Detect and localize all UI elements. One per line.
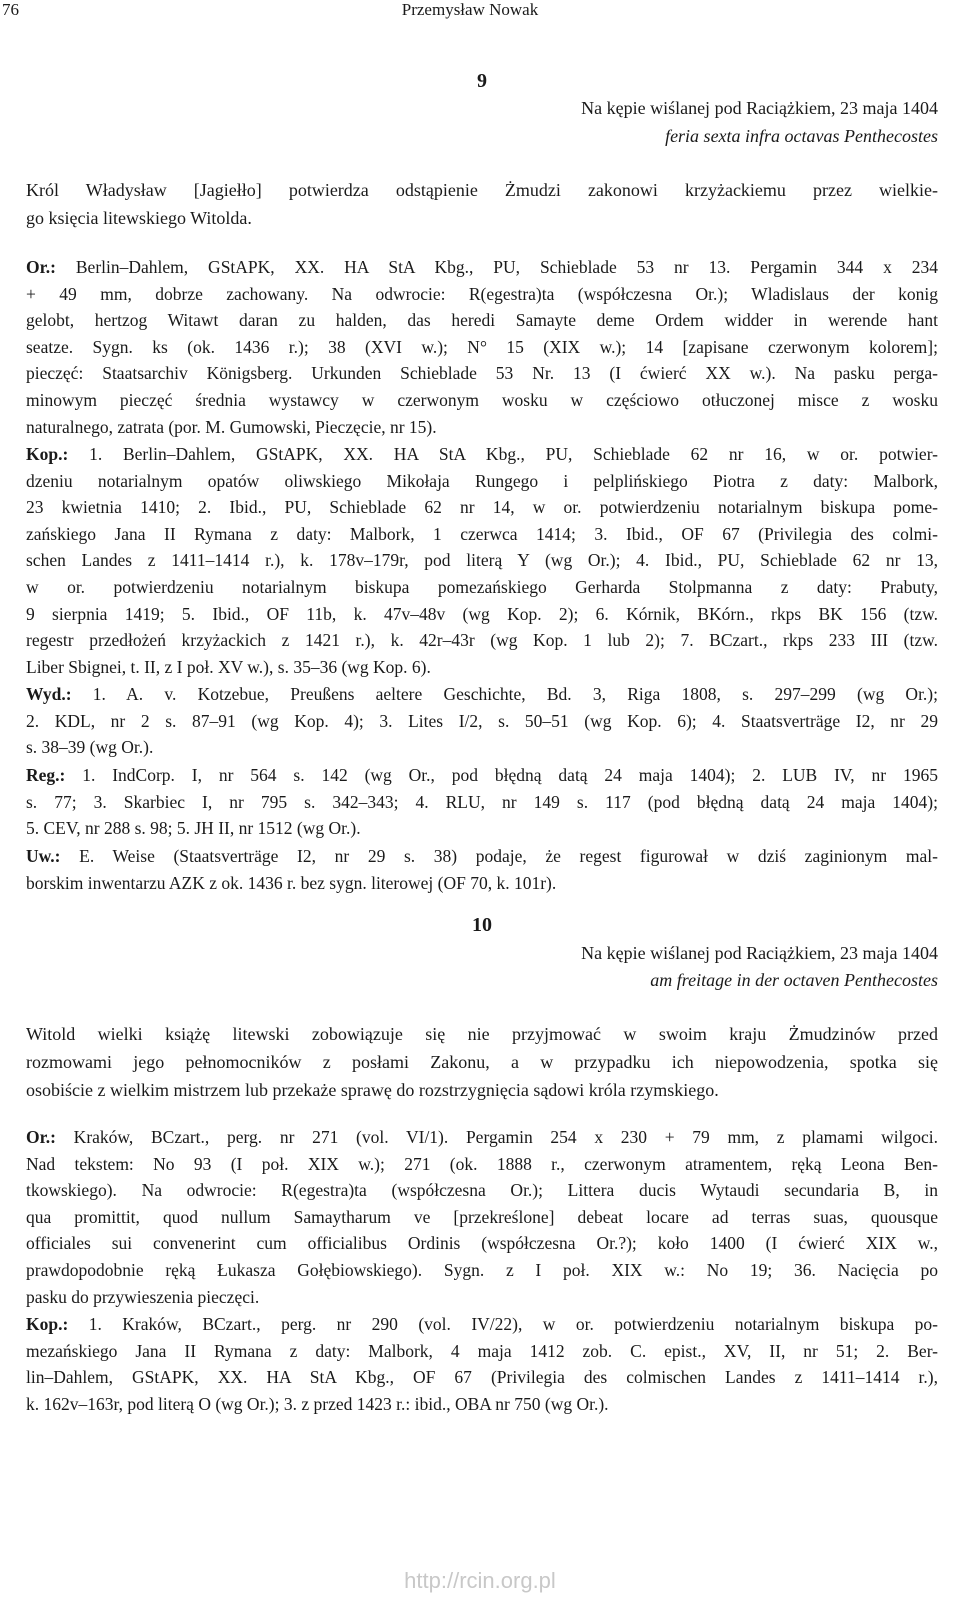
original-line: prawdopodobnie ręką Łukasza Gołębiowskiego). Sygn. z I poł. XIX w.: No 19; 36. Nacięcia po bbox=[26, 1259, 938, 1280]
place-date-10: Na kępie wiślanej pod Raciążkiem, 23 maja 1404 bbox=[581, 943, 938, 963]
summary-9 bbox=[26, 176, 938, 232]
remarks-section-9 bbox=[26, 843, 938, 896]
source-url[interactable]: http://rcin.org.pl bbox=[404, 1568, 556, 1593]
copies-line: Kop.: 1. Berlin–Dahlem, GStAPK, XX. HA StA Kbg., PU, Schieblade 62 nr 16, w or. potwier- bbox=[26, 444, 938, 464]
original-line: qua promittit, quod nullum Samaytharum ve [przekreślone] debeat locare ad terras suas, quousque bbox=[26, 1206, 938, 1227]
copies-line: w or. potwierdzeniu notarialnym biskupa pomezańskiego Gerharda Stolpmanna z daty: Prabuty, bbox=[26, 576, 938, 597]
section-label: Reg.: bbox=[26, 765, 66, 785]
original-line: seatze. Sygn. ks (ok. 1436 r.); 38 (XVI w.); N° 15 (XIX w.); 14 [zapisane czerwonym kolorem]; bbox=[26, 336, 938, 357]
running-head bbox=[0, 0, 960, 22]
original-line: Or.: Kraków, BCzart., perg. nr 271 (vol. VI/1). Pergamin 254 x 230 + 79 mm, z plamami wilgoci. bbox=[26, 1127, 938, 1147]
document-number-10: 10 bbox=[472, 914, 492, 936]
regesta-line: 5. CEV, nr 288 s. 98; 5. JH II, nr 1512 (wg Or.). bbox=[26, 818, 361, 839]
copies-line: Kop.: 1. Kraków, BCzart., perg. nr 290 (vol. IV/22), w or. potwierdzeniu notarialnym biskupa po- bbox=[26, 1314, 938, 1334]
copies-line: 9 sierpnia 1419; 5. Ibid., OF 11b, k. 47v–48v (wg Kop. 2); 6. Kórnik, BKórn., rkps BK 156 (tzw. bbox=[26, 603, 938, 624]
section-label: Wyd.: bbox=[26, 684, 72, 704]
original-line: pasku do przywieszenia pieczęci. bbox=[26, 1286, 260, 1307]
summary-line: go księcia litewskiego Witolda. bbox=[26, 208, 252, 228]
summary-line: rozmowami jego pełnomocników z posłami Zakonu, a w przypadku ich niepowodzenia, spotka się bbox=[26, 1052, 938, 1072]
place-date-9: Na kępie wiślanej pod Raciążkiem, 23 maja 1404 bbox=[581, 98, 938, 118]
copies-line: 23 kwietnia 1410; 2. Ibid., PU, Schieblade 62 nr 14, w or. potwierdzeniu notarialnym biskupa pome- bbox=[26, 497, 938, 518]
page-number: 76 bbox=[2, 0, 19, 19]
section-label: Or.: bbox=[26, 1127, 56, 1147]
copies-line: zańskiego Jana II Rymana z daty: Malbork, 1 czerwca 1414; 3. Ibid., OF 67 (Privilegia des colmi- bbox=[26, 523, 938, 544]
copies-line: schen Landes z 1411–1414 r.), k. 178v–179r, pod literą Y (wg Or.); 4. Ibid., PU, Schieblade 62 nr 13, bbox=[26, 550, 938, 571]
summary-line: osobiście z wielkim mistrzem lub przekaże sprawę do rozstrzygnięcia sądowi króla rzymskiego. bbox=[26, 1080, 719, 1100]
editions-section-9 bbox=[26, 681, 938, 761]
copies-section-9 bbox=[26, 441, 938, 680]
copies-line: lin–Dahlem, GStAPK, XX. HA StA Kbg., OF 67 (Privilegia des colmischen Landes z 1411–1414 r.), bbox=[26, 1367, 938, 1388]
section-label: Uw.: bbox=[26, 846, 61, 866]
feast-date-10: am freitage in der octaven Penthecostes bbox=[650, 970, 938, 990]
summary-line: Witold wielki książę litewski zobowiązuje się nie przyjmować w swoim kraju Żmudzinów przed bbox=[26, 1024, 938, 1044]
editions-line: 2. KDL, nr 2 s. 87–91 (wg Kop. 4); 3. Lites I/2, s. 50–51 (wg Kop. 6); 4. Staatsverträge I2, nr 29 bbox=[26, 710, 938, 731]
copies-line: mezańskiego Jana II Rymana z daty: Malbork, 4 maja 1412 zob. C. epist., XV, II, nr 51; 2. Ber- bbox=[26, 1340, 938, 1361]
original-line: gelobt, hertzog Witawt daran zu halden, das heredi Samayte deme Ordem widder in werende hant bbox=[26, 310, 938, 331]
section-label: Kop.: bbox=[26, 1314, 69, 1334]
editions-line: s. 38–39 (wg Or.). bbox=[26, 737, 154, 758]
copies-line: dzeniu notarialnym opatów oliwskiego Mikołaja Rungego i pelplińskiego Piotra z daty: Malbork, bbox=[26, 470, 938, 491]
original-line: naturalnego, zatrata (por. M. Gumowski, Pieczęcie, nr 15). bbox=[26, 416, 437, 437]
copies-line: Liber Sbignei, t. II, z I poł. XV w.), s. 35–36 (wg Kop. 6). bbox=[26, 656, 431, 677]
editions-line: Wyd.: 1. A. v. Kotzebue, Preußens aeltere Geschichte, Bd. 3, Riga 1808, s. 297–299 (wg Or.); bbox=[26, 684, 938, 704]
copies-line: regestr przedłożeń krzyżackich z 1421 r.), k. 42r–43r (wg Kop. 1 lub 2); 7. BCzart., rkps 233 III (tzw. bbox=[26, 630, 938, 651]
original-line: + 49 mm, dobrze zachowany. Na odwrocie: R(egestra)ta (współczesna Or.); Wladislaus der konig bbox=[26, 283, 938, 304]
copies-line: k. 162v–163r, pod literą O (wg Or.); 3. z przed 1423 r.: ibid., OBA nr 750 (wg Or.). bbox=[26, 1393, 609, 1414]
section-label: Kop.: bbox=[26, 444, 69, 464]
original-section-9 bbox=[26, 254, 938, 440]
original-line: tkowskiego). Na odwrocie: R(egestra)ta (współczesna Or.); Littera ducis Wytaudi secundaria B, in bbox=[26, 1180, 938, 1201]
copies-section-10 bbox=[26, 1311, 938, 1417]
section-label: Or.: bbox=[26, 257, 56, 277]
remarks-line: Uw.: E. Weise (Staatsverträge I2, nr 29 s. 38) podaje, że regest figurował w dziś zaginionym mal- bbox=[26, 846, 938, 866]
summary-line: Król Władysław [Jagiełło] potwierdza odstąpienie Żmudzi zakonowi krzyżackiemu przez wielkie- bbox=[26, 180, 938, 200]
running-title: Przemysław Nowak bbox=[401, 0, 539, 19]
original-line: Nad tekstem: No 93 (I poł. XIX w.); 271 (ok. 1888 r., czerwonym atramentem, ręką Leona Ben- bbox=[26, 1153, 938, 1174]
remarks-line: borskim inwentarzu AZK z ok. 1436 r. bez sygn. literowej (OF 70, k. 101r). bbox=[26, 872, 557, 893]
original-line: pieczęć: Staatsarchiv Königsberg. Urkunden Schieblade 53 Nr. 13 (I ćwierć XX w.). Na pasku perga- bbox=[26, 363, 938, 384]
summary-10 bbox=[26, 1020, 938, 1104]
regesta-line: Reg.: 1. IndCorp. I, nr 564 s. 142 (wg Or., pod błędną datą 24 maja 1404); 2. LUB IV, nr 1965 bbox=[26, 765, 938, 785]
regesta-section-9 bbox=[26, 762, 938, 842]
original-line: Or.: Berlin–Dahlem, GStAPK, XX. HA StA Kbg., PU, Schieblade 53 nr 13. Pergamin 344 x 234 bbox=[26, 257, 938, 277]
original-section-10 bbox=[26, 1124, 938, 1310]
document-number-9: 9 bbox=[477, 70, 487, 92]
original-line: minowym pieczęć średnia wystawcy w czerwonym wosku w częściowo otłuczonej misce z wosku bbox=[26, 389, 938, 410]
regesta-line: s. 77; 3. Skarbiec I, nr 795 s. 342–343; 4. RLU, nr 149 s. 117 (pod błędną datą 24 maja 1404); bbox=[26, 791, 938, 812]
original-line: officiales sui convenerint cum officialibus Ordinis (współczesna Or.?); koło 1400 (I ćwierć XIX w., bbox=[26, 1233, 938, 1254]
feast-date-9: feria sexta infra octavas Penthecostes bbox=[665, 126, 938, 146]
